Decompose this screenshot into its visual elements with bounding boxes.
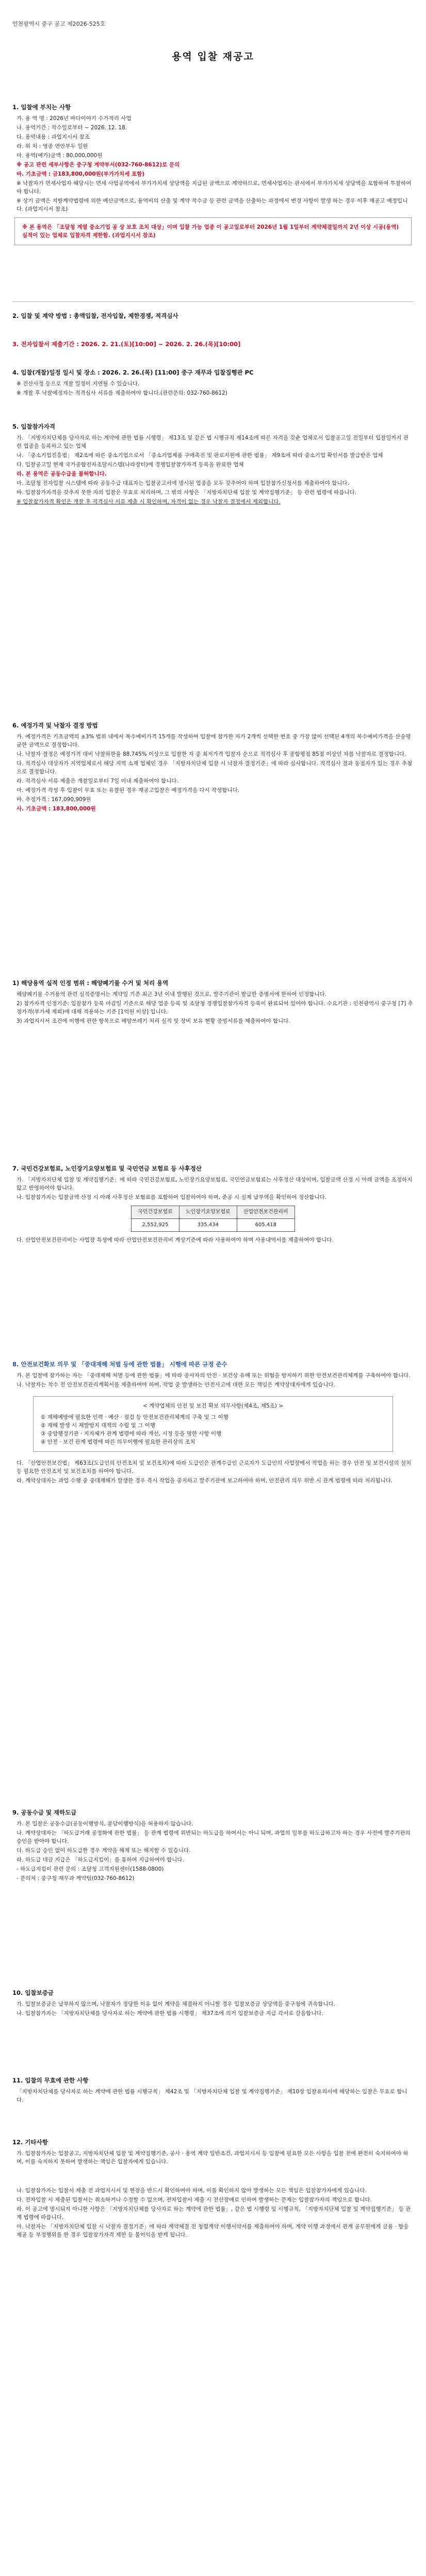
subcontract-item: 다. 하도급 승인 없이 하도급한 경우 계약을 해제 또는 해지할 수 있습니다. xyxy=(17,1848,191,1854)
restriction-notice-box xyxy=(14,217,412,245)
safety-box-title: < 계약업체의 안전 및 보건 확보 의무사항(제4조, 제5조) > xyxy=(142,1403,284,1409)
base-amount: 바. 기초금액 : 금183,800,000원(부가가치세 포함) xyxy=(17,171,145,177)
section-5 xyxy=(12,422,414,507)
qualification-item: 다. 입찰공고일 현재 국가종합전자조달시스템(나라장터)에 경쟁입찰참가자격 등록을 완료한 업체 xyxy=(17,462,244,468)
misc-item: 가. 입찰참가자는 입찰공고, 지방자치단체 입찰 및 계약집행기준, 공사 · 용역 계약 일반조건, 과업지시서 등 입찰에 필요한 모든 사항을 입찰 전에 완전히 숙지하여야 하며, 이를 숙지하지 못하여 발생하는 책임은 입찰자에게 있습니다. xyxy=(17,2150,408,2165)
insurance-text: 가. 「지방자치단체 입찰 및 계약집행기준」에 따라 국민건강보험료, 노인장기요양보험료, 국민연금보험료는 사후정산 대상이며, 입찰금액 산정 시 아래 금액을 조정하지 않고 반영하여야 합니다. xyxy=(17,1177,413,1191)
estimated-price: 바. 추정가격 : 167,090,909원 xyxy=(17,796,91,803)
document-number: 인천광역시 중구 공고 제2026-525호 xyxy=(12,21,106,27)
safety-obligations-box xyxy=(33,1396,393,1452)
subcontract-item: 가. 본 입찰은 공동수급(공동이행방식, 분담이행방식)을 허용하지 않습니다. xyxy=(17,1821,193,1827)
qualification-item: 바. 입찰참가자격을 갖추지 못한 자의 입찰은 무효로 처리하며, 그 밖의 사항은 「지방자치단체 입찰 및 계약집행기준」 등 관련 법령에 따릅니다. xyxy=(17,489,357,496)
page-title: 용역 입찰 재공고 xyxy=(172,51,254,62)
section-1-note-1: ※ 낙찰자가 면세사업자 해당시는 면세 사업공역에서 부가가치세 상당액을 지급된 금액으로 계약하므로, 면세사업자는 관서에서 부가가치세 상당액을 포함하여 투찰하여야 합니다. xyxy=(17,180,412,195)
section-8-heading: 8. 안전보건확보 의무 및 「중대재해 처벌 등에 관한 법률」 시행에 따른 규정 준수 xyxy=(12,1361,227,1368)
misc-item: 마. 낙찰자는 「지방자치단체 입찰 시 낙찰자 결정기준」에 따라 계약체결 전 청렴계약 이행서약서를 제출하여야 하며, 계약 이행 과정에서 관계 공무원에게 금품 · 향응 제공 등 부정행위를 한 경우 입찰참가자격 제한 등 불이익을 받게 됩니다. xyxy=(17,2224,409,2238)
section-10 xyxy=(12,1989,414,2019)
safety-after: 다. 「산업안전보건법」 제63조(도급인의 안전조치 및 보건조치)에 따라 도급인은 관계수급인 근로자가 도급인의 사업장에서 작업을 하는 경우 안전 및 보건시설의 설치 등 필요한 안전조치 및 보건조치를 하여야 합니다. xyxy=(17,1460,412,1475)
section-8 xyxy=(12,1360,414,1486)
invalid-bid-text: 「지방자치단체를 당사자로 하는 계약에 관한 법률 시행규칙」 제42조 및 「지방자치단체 입찰 및 계약집행기준」 제10장 입찰유의서에 해당하는 입찰은 무효로 합니다. xyxy=(17,2089,407,2103)
subcontract-item: - 하도급지킴이 관련 문의 : 조달청 고객지원센터(1588-0800) xyxy=(17,1866,164,1872)
safety-cost-note: 다. 산업안전보건관리비는 사업장 특성에 따라 산업안전보건관리비 계상기준에 따라 사용하여야 하며 사용내역서를 제출하여야 합니다. xyxy=(17,1237,334,1243)
price-item: 나. 낙찰자 결정은 예정가격 대비 낙찰하한율 88.745% 이상으로 입찰한 자 중 최저가격 입찰자 순으로 적격심사 후 종합평점 85점 이상인 자를 낙찰자로 결정합니다. xyxy=(17,751,406,757)
deposit-item: 나. 입찰참가자는 「지방자치단체를 당사자로 하는 계약에 관한 법률 시행령」 제37조에 의거 입찰보증금 지급 각서로 갈음합니다. xyxy=(17,2010,323,2016)
section-4-note-1: ※ 전산사정 등으로 개찰 일정이 지연될 수 있습니다. xyxy=(17,381,140,387)
table-cell: 335,434 xyxy=(179,1219,237,1232)
performance-note: 2) 참가자격 인정기준: 입찰참가 등록 마감일 기준으로 해당 업종 등록 및 조달청 경쟁입찰참가자격 등록이 완료되어 있어야 합니다. 수요기관 : 인천광역시 중구청 [7] 추정가격(부가세 제외)에 대해 적용하는 기준 [1억원 이상] 입니다. xyxy=(17,1001,413,1015)
section-11-heading: 11. 입찰의 무효에 관한 사항 xyxy=(12,2077,89,2084)
table-header-row xyxy=(132,1206,295,1219)
service-period: 나. 용역기간 : 착수일로부터 ~ 2026. 12. 18. xyxy=(17,125,127,131)
service-name: 가. 용 역 명 : 2026년 바다이야기 수가적리 사업 xyxy=(17,115,132,122)
safety-box-item: ① 재해예방에 필요한 인력 · 예산 · 점검 등 안전보건관리체계의 구축 및 그 이행 xyxy=(41,1414,228,1420)
performance-note: 3) 과업지시서 조건에 이행에 관한 항목으로 해양쓰레기 처리 실적 및 장비 보유 현황 증빙서류를 제출하여야 합니다. xyxy=(17,1018,290,1024)
safety-item: 나. 낙찰자는 착수 전 안전보건관리계획서를 제출하여야 하며, 작업 중 발생하는 안전사고에 대한 모든 책임은 계약상대자에게 있습니다. xyxy=(17,1382,335,1388)
insurance-table xyxy=(131,1206,295,1232)
price-item: 다. 적격심사 대상자가 지역업체로서 해당 지역 소재 업체인 경우 「지방자치단체 입찰 시 낙찰자 결정기준」에 따라 심사합니다. 적격심사 결과 동점자가 있는 경우 추첨으로 결정합니다. xyxy=(17,760,413,775)
section-10-heading: 10. 입찰보증금 xyxy=(12,1989,54,1996)
section-9 xyxy=(12,1808,414,1884)
section-7 xyxy=(12,1164,414,1245)
section-5-heading: 5. 입찰참가자격 xyxy=(12,423,56,430)
table-header: 산업안전보건관리비 xyxy=(237,1206,294,1219)
table-cell: 2,552,925 xyxy=(132,1219,179,1232)
safety-after: 라. 계약상대자는 과업 수행 중 중대재해가 발생한 경우 즉시 작업을 중지하고 발주기관에 보고하여야 하며, 안전관리 의무 위반 시 관계 법령에 따라 처리됩니다. xyxy=(17,1478,393,1484)
qualification-note: ※ 입찰참가자격 확인은 개찰 후 적격심사 서류 제출 시 확인하며, 자격이 없는 경우 낙찰자 결정에서 제외합니다. xyxy=(17,499,281,505)
service-amount: 마. 용역(예가)금액 : 80,000,000원 xyxy=(17,152,103,159)
section-6 xyxy=(12,721,414,814)
section-3-heading: 3. 전자입찰서 제출기간 : 2026. 2. 21.(토)[10:00] ~ 2026. 2. 26.(목)[10:00] xyxy=(12,341,241,348)
subcontract-item: 라. 하도급 대금 지급은 「하도급지킴이」를 통하여 지급하여야 합니다. xyxy=(17,1857,184,1863)
section-12-heading: 12. 기타사항 xyxy=(12,2139,48,2146)
table-header: 국민건강보험료 xyxy=(132,1206,179,1219)
table-row xyxy=(132,1219,295,1232)
inquiry-note: ※ 공고 관련 세부사항은 중구청 계약부서(032-760-8612)로 문의 xyxy=(17,162,180,168)
section-6-heading: 6. 예정가격 및 낙찰자 결정 방법 xyxy=(12,722,98,729)
section-4 xyxy=(12,368,414,398)
misc-item: 라. 이 공고에 명시되지 아니한 사항은 「지방자치단체를 당사자로 하는 계약에 관한 법률」, 같은 법 시행령 및 시행규칙, 「지방자치단체 입찰 및 계약집행기준」 등 관계 법령에 따릅니다. xyxy=(17,2206,411,2221)
section-7-heading: 7. 국민건강보험료, 노인장기요양보험료 및 국민연금 보험료 등 사후정산 xyxy=(12,1165,202,1172)
table-header: 노인장기요양보험료 xyxy=(179,1206,237,1219)
qualification-item: 마. 조달청 전자입찰 시스템에 따라 공동수급 대표자는 입찰공고서에 명시된 업종을 모두 갖추어야 하며 입찰참가신청서를 제출하여야 합니다. xyxy=(17,480,350,486)
service-content: 다. 용역내용 : 과업지시서 참조 xyxy=(17,134,90,140)
deposit-item: 가. 입찰보증금은 납부하지 않으며, 낙찰자가 정당한 이유 없이 계약을 체결하지 아니할 경우 입찰보증금 상당액을 중구청에 귀속합니다. xyxy=(17,2001,335,2007)
base-price: 사. 기초금액 : 183,800,000원 xyxy=(17,806,96,812)
safety-item: 가. 본 입찰에 참가하는 자는 「중대재해 처벌 등에 관한 법률」에 따라 종사자의 안전 · 보건상 유해 또는 위험을 방지하기 위한 안전보건관리체계를 구축하여야 합니다. xyxy=(17,1372,411,1379)
price-item: 가. 예정가격은 기초금액의 ±3% 범위 내에서 복수예비가격 15개를 작성하여 입찰에 참가한 자가 2개씩 선택한 번호 중 가장 많이 선택된 4개의 복수예비가격을 산술평균한 금액으로 결정합니다. xyxy=(17,734,411,748)
price-item: 마. 예정가격 작성 후 입찰이 무효 또는 유찰된 경우 재공고입찰은 예정가격을 다시 작성합니다. xyxy=(17,787,240,793)
section-3 xyxy=(12,340,414,351)
misc-item: 다. 전자입찰 시 제출된 입찰서는 취소하거나 수정할 수 없으며, 전자입찰서 제출 시 전산장애로 인하여 발생하는 문제는 입찰참가자의 책임으로 합니다. xyxy=(17,2197,372,2203)
performance-note: 해양폐기물 수거용역 관련 실적증명서는 계약일 기준 최근 3년 이내 발행된 것으로, 발주기관이 발급한 증명서에 한하여 인정합니다. xyxy=(17,991,326,997)
divider xyxy=(12,301,414,302)
section-4-note-2: ※ 개찰 후 낙찰예정자는 적격심사 서류를 제출하여야 합니다.(관련문의: 032-760-8612) xyxy=(17,390,227,396)
safety-box-item: ② 재해 발생 시 재발방지 대책의 수립 및 그 이행 xyxy=(41,1422,156,1429)
performance-notes-heading: 1) 해당용역 실적 인정 범위 : 해양폐기물 수거 및 처리 용역 xyxy=(12,979,169,987)
restriction-notice-text: ※ 본 용역은 「조달청 계열 중소기업 공 상 보호 조치 대상」이며 입찰 가능 업종 이 공고일로부터 2026년 1월 1일부터 계약체결일까지 2년 이상 시공(용역) 실적이 있는 업체로 입찰자격 제한함. (과업지시서 참조) xyxy=(22,224,399,239)
table-cell: 605,418 xyxy=(237,1219,294,1232)
performance-notes xyxy=(12,979,414,1026)
section-11 xyxy=(12,2076,414,2105)
section-12 xyxy=(12,2138,414,2240)
safety-box-item: ③ 중앙행정기관 · 지자체가 관계 법령에 따라 개선, 시정 등을 명한 사항 이행 xyxy=(41,1431,222,1437)
section-4-heading: 4. 입찰(개찰)일정 일시 및 장소 : 2026. 2. 26.(목) [11:00] 중구 재무과 입찰집행관 PC xyxy=(12,369,254,376)
misc-item: 나. 입찰참가자는 입찰서 제출 전 과업지시서 및 현장을 반드시 확인하여야 하며, 이를 확인하지 않아 발생하는 모든 책임은 입찰참가자에게 있습니다. xyxy=(17,2188,367,2194)
safety-box-item: ④ 안전 · 보건 관계 법령에 따른 의무이행에 필요한 관리상의 조치 xyxy=(41,1439,195,1445)
subcontract-item: 나. 계약상대자는 「하도급거래 공정화에 관한 법률」 등 관계 법령에 위반되는 하도급을 하여서는 아니 되며, 과업의 일부를 하도급하고자 하는 경우 사전에 발주기관의 승인을 받아야 합니다. xyxy=(17,1830,411,1844)
qualification-item: 나. 「중소기업진흥법」 제2조에 따른 중소기업으로서 「중소기업제품 구매촉진 및 판로지원에 관한 법률」 제9조에 따라 중소기업 확인서를 발급받은 업체 xyxy=(17,452,383,459)
section-1-heading: 1. 입찰에 부치는 사항 xyxy=(12,104,71,111)
qualification-item: 라. 본 용역은 공동수급을 불허합니다. xyxy=(17,471,107,477)
section-2-heading: 2. 입찰 및 계약 방법 : 총액입찰, 전자입찰, 제한경쟁, 적격심사 xyxy=(12,312,178,319)
price-item: 라. 적격심사 서류 제출은 개찰일로부터 7일 이내 제출하여야 합니다. xyxy=(17,778,178,784)
subcontract-item: - 문의처 : 중구청 재무과 계약팀(032-760-8612) xyxy=(17,1875,135,1882)
qualification-item: 가. 「지방자치단체를 당사자로 하는 계약에 관한 법률 시행령」 제13조 및 같은 법 시행규칙 제14조에 따른 자격을 갖춘 업체로서 입찰공고일 전일부터 입찰일까지 관련 업종을 등록하고 있는 업체 xyxy=(17,435,409,449)
section-2 xyxy=(12,312,414,323)
section-9-heading: 9. 공동수급 및 재하도급 xyxy=(12,1809,77,1816)
insurance-text-2: 나. 입찰참가자는 입찰금액 산정 시 아래 사후정산 보험료를 포함하여 입찰하여야 하며, 준공 시 실제 납부액을 확인하여 정산합니다. xyxy=(17,1194,326,1200)
section-1-note-2: ※ 상기 금액은 지방계약법령에 의한 예산금액으로, 용역비의 산출 및 계약 착수금 등 관련 금액을 산출하는 과정에서 변경 사항이 발생 하는 경우 이후 재공고 예정입니다. (과업지시서 참조) xyxy=(17,198,408,212)
section-1 xyxy=(12,103,414,249)
service-location: 라. 위 치 : 영종 연안부두 일원 xyxy=(17,143,88,149)
